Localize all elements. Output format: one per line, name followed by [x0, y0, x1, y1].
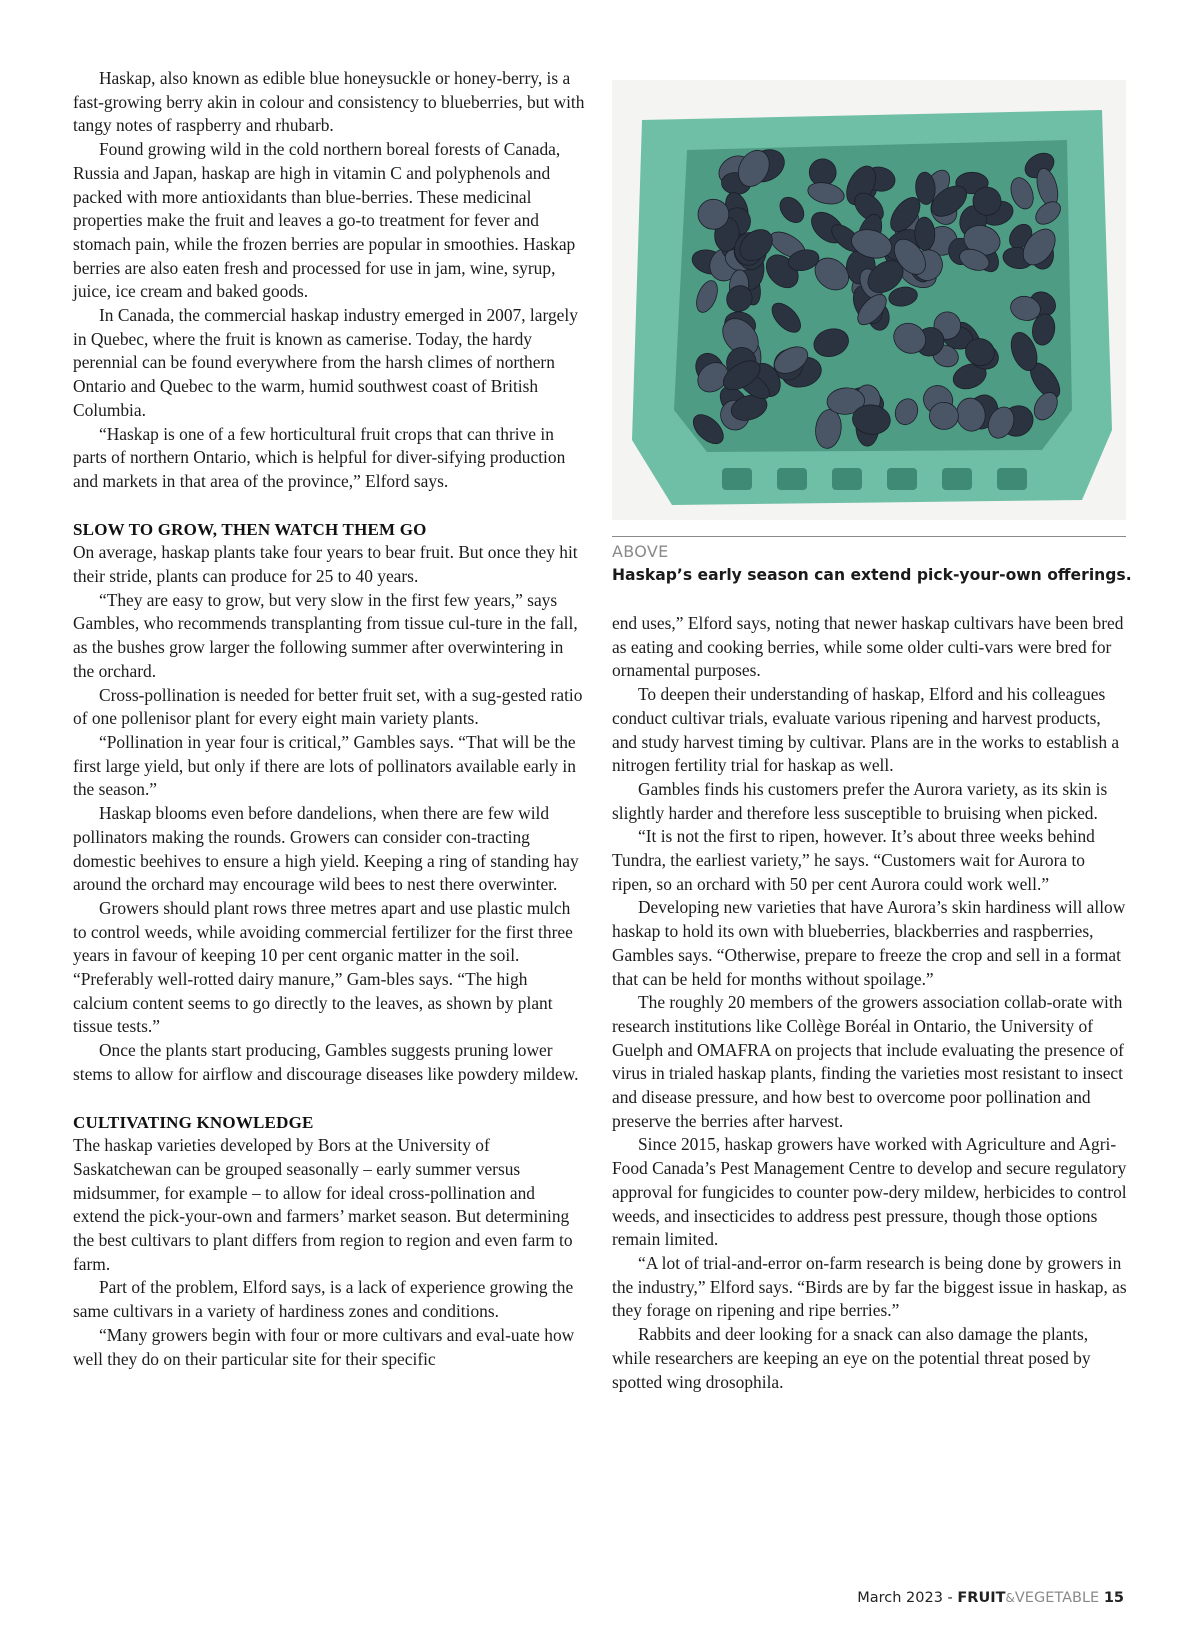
page-number: 15 — [1103, 1590, 1124, 1606]
body-paragraph: “Many growers begin with four or more cultivars and eval-uate how well they do on their particular site for their specific — [73, 1324, 575, 1369]
body-paragraph: Cross-pollination is needed for better fruit set, with a sug-gested ratio of one pollenisor plant for every eight main variety plants. — [73, 684, 583, 729]
body-paragraph: “It is not the first to ripen, however. It’s about three weeks behind Tundra, the earliest variety,” he says. “Customers wait for Aurora to ripen, so an orchard with 50 per cent Aurora could work well.” — [612, 826, 1095, 894]
haskap-berries-photo — [612, 80, 1126, 520]
body-paragraph: Found growing wild in the cold northern boreal forests of Canada, Russia and Japan, haskap are high in vitamin C and polyphenols and packed with more antioxidants than blue-berries. These medicinal properties make the fruit and leaves a go-to treatment for fever and stomach pain, while the frozen berries are popular in smoothies. Haskap berries are also eaten fresh and processed for use in jam, wine, syrup, juice, ice cream and baked goods. — [73, 139, 576, 302]
folio-separator: - — [947, 1590, 953, 1606]
body-paragraph: The haskap varieties developed by Bors at the University of Saskatchewan can be grouped seasonally – early summer versus midsummer, for example – to allow for ideal cross-pollination and extend the pick-your-own and farmers’ market season. But determining the best cultivars to plant differs from region to region and even farm to farm. — [73, 1135, 573, 1274]
carton-vent-slot — [997, 468, 1027, 490]
article-right-column — [612, 612, 1127, 1394]
carton-vent-slot — [887, 468, 917, 490]
body-paragraph: Part of the problem, Elford says, is a lack of experience growing the same cultivars in a variety of hardiness zones and conditions. — [73, 1277, 574, 1322]
body-paragraph: Developing new varieties that have Aurora’s skin hardiness will allow haskap to hold its own with blueberries, blackberries and raspberries, Gambles says. “Otherwise, prepare to freeze the crop and sell in a format that can be held for months without spoilage.” — [612, 897, 1126, 989]
page-footer — [857, 1590, 1124, 1606]
carton-vent-slot — [942, 468, 972, 490]
issue-date: March 2023 — [857, 1590, 943, 1606]
body-paragraph: On average, haskap plants take four years to bear fruit. But once they hit their stride, plants can produce for 25 to 40 years. — [73, 542, 578, 587]
berry-carton-illustration — [612, 80, 1126, 520]
body-paragraph: The roughly 20 members of the growers association collab-orate with research institutions like Collège Boréal in Ontario, the University of Guelph and OMAFRA on projects that include evaluating the presence of virus in trialed haskap plants, finding the varieties most resistant to insect and disease pressure, and how best to overcome poor pollination and preserve the berries after harvest. — [612, 992, 1124, 1131]
photo-caption: Haskap’s early season can extend pick-your-own offerings. — [612, 566, 1132, 584]
body-paragraph: Since 2015, haskap growers have worked with Agriculture and Agri-Food Canada’s Pest Management Centre to develop and secure regulatory approval for fungicides to counter pow-dery mildew, herbicides to control weeds, and insecticides to address pest pressure, though those options remain limited. — [612, 1134, 1127, 1250]
body-paragraph: Haskap blooms even before dandelions, when there are few wild pollinators making the rounds. Growers can consider con-tracting domestic beehives to ensure a high yield. Keeping a ring of standing hay around the orchard may encourage wild bees to nest there overwinter. — [73, 803, 579, 895]
carton-vent-slot — [777, 468, 807, 490]
magazine-name-fruit: FRUIT — [957, 1590, 1006, 1606]
body-paragraph: To deepen their understanding of haskap, Elford and his colleagues conduct cultivar trials, evaluate various ripening and harvest products, and study harvest timing by cultivar. Plans are in the works to establish a nitrogen fertility trial for haskap as well. — [612, 684, 1120, 776]
body-paragraph: Haskap, also known as edible blue honeysuckle or honey-berry, is a fast-growing berry akin in colour and consistency to blueberries, but with tangy notes of raspberry and rhubarb. — [73, 68, 585, 136]
body-paragraph: end uses,” Elford says, noting that newer haskap cultivars have been bred as eating and cooking berries, while some older culti-vars were bred for ornamental purposes. — [612, 613, 1124, 681]
carton-vent-slot — [832, 468, 862, 490]
magazine-name-vegetable: VEGETABLE — [1014, 1590, 1100, 1606]
body-paragraph: Growers should plant rows three metres apart and use plastic mulch to control weeds, while avoiding commercial fertilizer for the first three years in favour of keeping 10 per cent organic matter in the soil. “Preferably well-rotted dairy manure,” Gam-bles says. “The high calcium content seems to go directly to the leaves, as shown by plant tissue tests.” — [73, 897, 573, 1037]
body-paragraph: “They are easy to grow, but very slow in the first few years,” says Gambles, who recommends transplanting from tissue cul-ture in the fall, as the bushes grow larger the following summer after overwintering in the orchard. — [73, 589, 578, 681]
body-paragraph: “Haskap is one of a few horticultural fruit crops that can thrive in parts of northern Ontario, which is helpful for diver-sifying production and markets in that area of the province,” Elford says. — [73, 423, 566, 491]
body-paragraph: Gambles finds his customers prefer the Aurora variety, as its skin is slightly harder and therefore less susceptible to bruising when picked. — [612, 778, 1108, 823]
magazine-name-ampersand: & — [1005, 1591, 1015, 1605]
body-paragraph: “Pollination in year four is critical,” Gambles says. “That will be the first large yield, but only if there are lots of pollinators available early in the season.” — [73, 731, 576, 800]
section-heading: CULTIVATING KNOWLEDGE — [73, 1112, 314, 1132]
caption-divider — [612, 536, 1126, 537]
article-left-column — [73, 67, 585, 1371]
carton-vent-slot — [722, 468, 752, 490]
body-paragraph: Once the plants start producing, Gambles suggests pruning lower stems to allow for airflow and discourage diseases like powdery mildew. — [73, 1040, 579, 1084]
body-paragraph: Rabbits and deer looking for a snack can also damage the plants, while researchers are keeping an eye on the potential threat posed by spotted wing drosophila. — [612, 1324, 1091, 1392]
body-paragraph: “A lot of trial-and-error on-farm research is being done by growers in the industry,” Elford says. “Birds are by far the biggest issue in haskap, as they forage on ripening and ripe berries.” — [612, 1252, 1127, 1321]
caption-label: ABOVE — [612, 542, 669, 561]
section-heading: SLOW TO GROW, THEN WATCH THEM GO — [73, 519, 427, 539]
body-paragraph: In Canada, the commercial haskap industry emerged in 2007, largely in Quebec, where the fruit is known as camerise. Today, the hardy perennial can be found everywhere from the harsh climes of northern Ontario and Quebec to the warm, humid southwest coast of British Columbia. — [73, 305, 578, 420]
